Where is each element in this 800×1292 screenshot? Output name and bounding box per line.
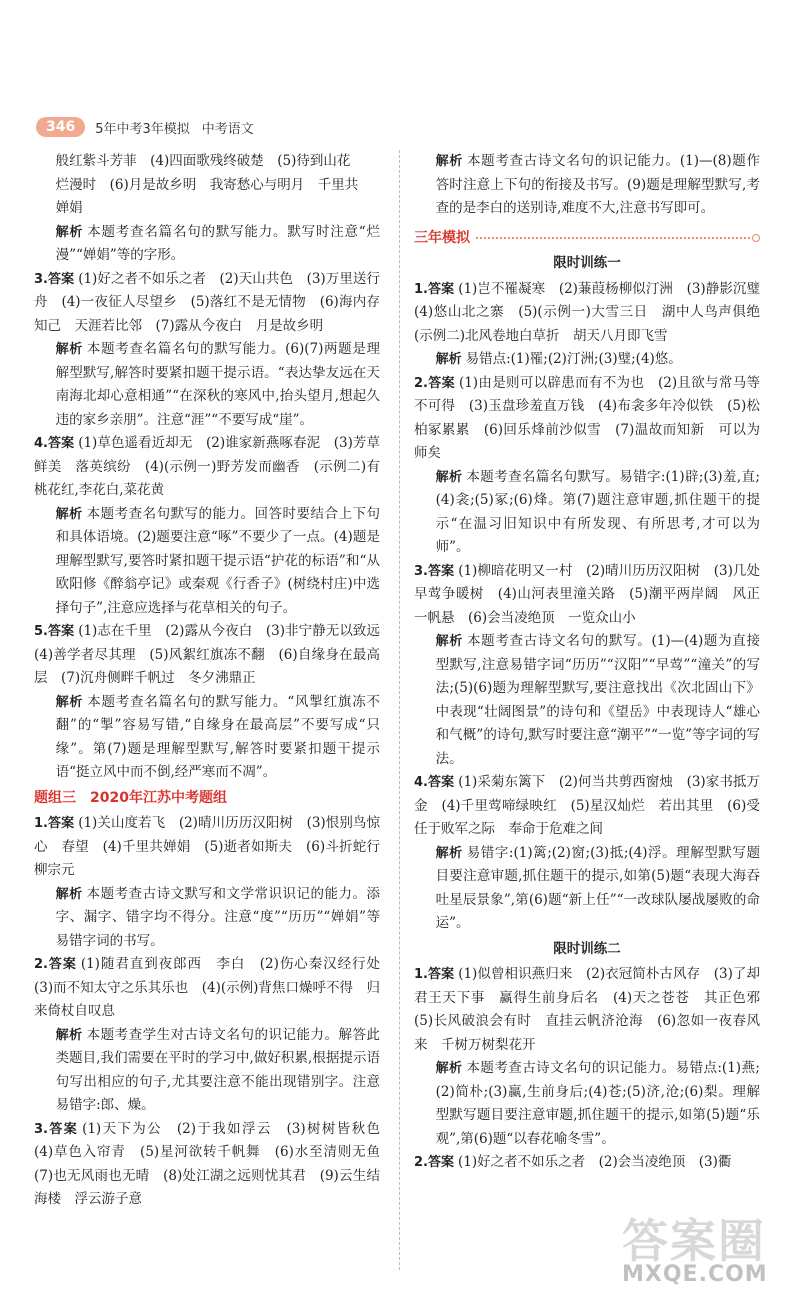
- answer-label: 答案: [427, 1155, 454, 1170]
- column-divider: [399, 150, 400, 1270]
- section-title: 三年模拟: [414, 229, 470, 246]
- answer-paragraph: [34, 432, 380, 503]
- analysis-label: 解析: [55, 224, 84, 240]
- analysis-text: 本题考查名篇名句的默写能力。(6)(7)两题是理解型默写,解答时要紧扣题干提示语。“表达挚友远在天南海北却心意相通”“在深秋的寒风中,抬头望月,想起久违的家乡亲朋”。注意“涯”“不要写成“崖”。: [55, 341, 380, 428]
- answer-paragraph: [34, 953, 394, 1024]
- answer-text: (1)草色遥看近却无 (2)谁家新燕啄春泥 (3)芳草鲜美 落英缤纷 (4)(示例一)野芳发而幽香 (示例二)有桃花红,李花白,菜花黄: [34, 435, 380, 498]
- page-number: 346: [36, 117, 85, 137]
- subject-label: 中考语文: [201, 121, 254, 137]
- answer-paragraph: [34, 1118, 394, 1212]
- analysis-label: 解析: [55, 886, 83, 902]
- answer-paragraph: [414, 771, 760, 842]
- answer-label: 答案: [427, 281, 455, 297]
- analysis-text: 本题考查名篇名句默写。易错字:(1)辟;(3)羞,直;(4)衾;(5)冢;(6)烽。第(7)题注意审题,抓住题干的提示“在温习旧知识中有所发现、有所思考,才可以为师”。: [435, 468, 760, 555]
- analysis-text: 本题考查名句默写的能力。回答时要结合上下句和具体语境。(2)题要注意“啄”不要少了一点。(4)题是理解型默写,要答时紧扣题干提示语“护花的标语”和“从欧阳修《醉翁亭记》或秦观《行香子》(树绕村庄)中选择句子”,注意应选择与花草相关的句子。: [55, 505, 380, 616]
- analysis-paragraph: [414, 1057, 760, 1151]
- book-title: 5年中考3年模拟: [95, 121, 190, 137]
- watermark-url: MXQE.COM: [622, 1262, 768, 1287]
- answer-paragraph: [414, 560, 760, 631]
- analysis-paragraph: [414, 842, 760, 936]
- answer-text: (1)似曾相识燕归来 (2)衣冠简朴古风存 (3)了却君王天下事 赢得生前身后名 (4)天之苍苍 其正色邪 (5)长风破浪会有时 直挂云帆济沧海 (6)忽如一夜春风来 千树万树梨花开: [414, 966, 774, 1053]
- section-heading: [414, 227, 760, 251]
- answer-paragraph: [414, 963, 774, 1057]
- answer-label: 答案: [47, 436, 75, 451]
- answer-text: (1)好之者不如乐之者 (2)会当凌绝顶 (3)衢: [458, 1154, 732, 1170]
- answer-paragraph: [414, 278, 774, 349]
- analysis-label: 解析: [435, 154, 463, 169]
- analysis-text: 本题考查古诗文名句的识记能力。易错点:(1)燕;(2)简朴;(3)赢,生前身后;(4)苍;(5)济,沧;(6)梨。理解型默写题目要注意审题,抓住题干的提示,如第(5)题“乐观”,第(6)题“以春花喻冬雪”。: [435, 1060, 760, 1147]
- question-number: 4.: [414, 775, 428, 790]
- analysis-paragraph: [34, 221, 380, 268]
- answer-label: 答案: [47, 957, 77, 972]
- answer-paragraph: [414, 372, 760, 466]
- analysis-paragraph: [414, 150, 760, 221]
- answer-text: (1)好之者不如乐之者 (2)天山共色 (3)万里送行舟 (4)一夜征人尽望乡 (5)落红不是无情物 (6)海内存知己 天涯若比邻 (7)露从今夜白 月是故乡明: [34, 270, 380, 334]
- analysis-text: 本题考查古诗文名句的识记能力。(1)—(8)题作答时注意上下句的衔接及书写。(9)题是理解型默写,考查的是李白的送别诗,难度不大,注意书写即可。: [435, 153, 760, 216]
- analysis-paragraph: [34, 691, 380, 785]
- answer-label: 答案: [47, 624, 75, 639]
- question-number: 1.: [414, 967, 428, 982]
- answer-text: (1)关山度若飞 (2)晴川历历汉阳树 (3)恨别鸟惊心 春望 (4)千里共婵娟 (5)逝者如斯夫 (6)斗折蛇行 柳宗元: [34, 815, 394, 878]
- answer-paragraph: [34, 620, 394, 691]
- analysis-label: 解析: [55, 506, 83, 522]
- right-column: [414, 150, 774, 1175]
- answer-paragraph: [414, 1151, 760, 1175]
- analysis-paragraph: [34, 503, 380, 621]
- question-number: 2.: [414, 1155, 428, 1170]
- answer-text: (1)志在千里 (2)露从今夜白 (3)非宁静无以致远 (4)善学者尽其理 (5)风絮红旗冻不翻 (6)自缘身在最高层 (7)沉舟侧畔千帆过 冬夕沸鼎正: [34, 623, 394, 686]
- answer-text: (1)岂不罹凝寒 (2)蒹葭杨柳似汀洲 (3)静影沉璧 (4)悠山北之寨 (5)(示例一)大雪三日 湖中人鸟声俱绝 (示例二)北风卷地白草折 胡天八月即飞雪: [414, 280, 774, 344]
- question-number: 2.: [34, 957, 48, 972]
- answer-paragraph: [34, 812, 394, 883]
- analysis-text: 本题考查古诗文名句的默写。(1)—(4)题为直接型默写,注意易错字词“历历”“汉阳”“早莺”“潼关”的写法;(5)(6)题为理解型默写,要注意找出《次北固山下》中表现“壮阔图景”的诗句和《望岳》中表现诗人“雄心和气概”的诗句,默写时要注意“潮平”“一览”等字词的写法。: [435, 633, 760, 767]
- analysis-text: 本题考查名篇名句的默写能力。“风掣红旗冻不翻”的“掣”容易写错,“自缘身在最高层”不要写成“只缘”。第(7)题是理解型默写,解答时要紧扣题干提示语“挺立风中而不倒,经严寒而不凋”。: [55, 693, 380, 780]
- question-number: 3.: [34, 271, 48, 287]
- question-number: 5.: [34, 624, 48, 639]
- drill-title: 限时训练二: [553, 940, 621, 957]
- analysis-label: 解析: [435, 352, 462, 367]
- analysis-text: 本题考查名篇名句的默写能力。默写时注意“烂漫”“婵娟”等的字形。: [55, 223, 380, 263]
- answer-text: (1)由是则可以辟患而有不为也 (2)且欲与常马等不可得 (3)玉盘珍羞直万钱 (4)布衾多年冷似铁 (5)松柏冢累累 (6)回乐烽前沙似雪 (7)温故而知新 可以为师矣: [414, 374, 760, 461]
- answer-text: (1)随君直到夜郎西 李白 (2)伤心秦汉经行处 (3)而不知太守之乐其乐也 (4)(示例)背焦口燥呼不得 归来倚杖自叹息: [34, 956, 394, 1019]
- group-title: 题组三 2020年江苏中考题组: [34, 789, 227, 806]
- analysis-paragraph: [414, 348, 760, 372]
- analysis-paragraph: [414, 466, 760, 560]
- drill-title: 限时训练一: [553, 255, 621, 271]
- intro-line: 烂漫时 (6)月是故乡明 我寄愁心与明月 千里共: [55, 176, 359, 193]
- answer-label: 答案: [47, 1121, 79, 1137]
- analysis-text: 易错点:(1)罹;(2)汀洲;(3)璧;(4)悠。: [465, 351, 682, 367]
- question-number: 2.: [414, 375, 428, 391]
- analysis-text: 易错字:(1)篱;(2)窗;(3)抵;(4)浮。理解型默写题目要注意审题,抓住题干的提示,如第(5)题“表现大海吞吐星辰景象”,第(6)题“新上任”“一改球队屡战屡败的命运”。: [435, 844, 760, 931]
- analysis-label: 解析: [435, 469, 463, 485]
- question-number: 1.: [34, 816, 48, 831]
- answer-text: (1)柳暗花明又一村 (2)晴川历历汉阳树 (3)几处早莺争暖树 (4)山河表里潼关路 (5)潮平两岸阔 风正一帆悬 (6)会当凌绝顶 一览众山小: [414, 562, 760, 626]
- analysis-paragraph: [34, 338, 380, 432]
- left-column: [34, 150, 394, 1212]
- answer-paragraph: [34, 268, 380, 339]
- analysis-text: 本题考查学生对古诗文名句的识记能力。解答此类题目,我们需要在平时的学习中,做好积累,根据提示语句写出相应的句子,尤其要注意不能出现错别字。注意易错字:郎、燥。: [55, 1026, 380, 1113]
- analysis-label: 解析: [55, 1027, 83, 1043]
- answer-text: (1)天下为公 (2)于我如浮云 (3)树树皆秋色 (4)草色入帘青 (5)星河欲转千帆舞 (6)水至清则无鱼 (7)也无风雨也无晴 (8)处江湖之远则忧其君 (9)云生结海楼 浮云游子意: [34, 1120, 394, 1207]
- page-header: [36, 114, 254, 140]
- section-dot: [752, 234, 760, 242]
- analysis-label: 解析: [55, 694, 84, 710]
- intro-line: 婵娟: [55, 200, 83, 216]
- question-number: 3.: [34, 1121, 48, 1137]
- question-number: 1.: [414, 281, 428, 297]
- question-number: 3.: [414, 563, 428, 579]
- analysis-label: 解析: [435, 634, 463, 649]
- analysis-label: 解析: [55, 342, 83, 357]
- answer-label: 答案: [47, 271, 75, 287]
- answer-label: 答案: [47, 816, 75, 831]
- answer-text: (1)采菊东篱下 (2)何当共剪西窗烛 (3)家书抵万金 (4)千里莺啼绿映红 (5)星汉灿烂 若出其里 (6)受任于败军之际 奉命于危难之间: [414, 774, 760, 837]
- answer-label: 答案: [427, 775, 455, 790]
- answer-label: 答案: [427, 375, 455, 391]
- analysis-label: 解析: [435, 1061, 463, 1076]
- analysis-text: 本题考查古诗文默写和文学常识识记的能力。添字、漏字、错字均不得分。注意“度”“历历”“婵娟”等易错字词的书写。: [55, 885, 380, 949]
- analysis-label: 解析: [435, 845, 463, 861]
- analysis-paragraph: [34, 1024, 380, 1118]
- section-rule: [476, 237, 750, 239]
- analysis-paragraph: [414, 630, 760, 771]
- answer-label: 答案: [427, 563, 455, 579]
- analysis-paragraph: [34, 883, 380, 954]
- answer-label: 答案: [427, 967, 455, 982]
- intro-line: 般红紫斗芳菲 (4)四面歌残终破楚 (5)待到山花: [55, 153, 351, 169]
- question-number: 4.: [34, 436, 48, 451]
- watermark-logo: 答案圈: [622, 1214, 766, 1268]
